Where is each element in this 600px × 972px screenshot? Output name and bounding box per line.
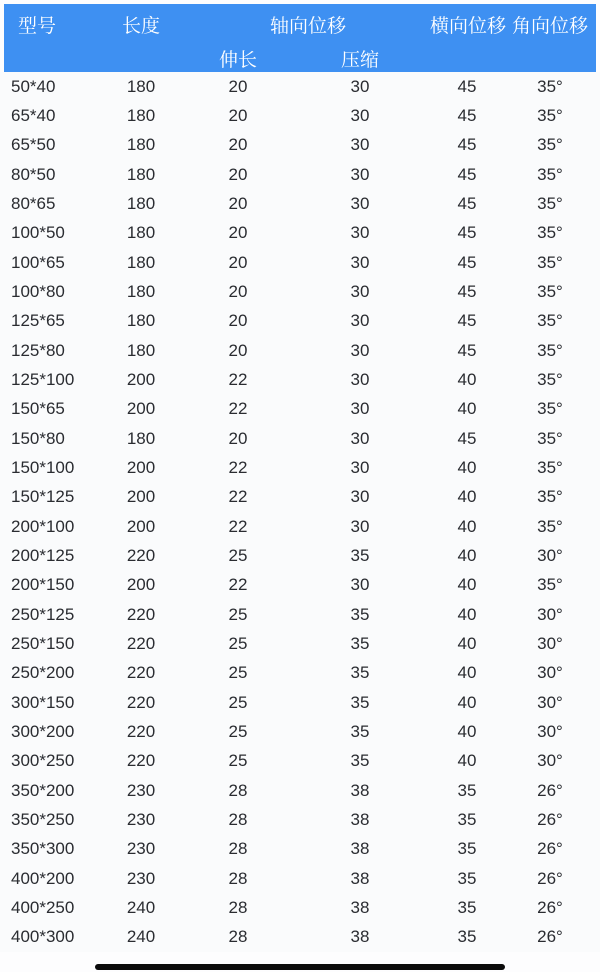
cell-elongation: 28 <box>228 927 248 947</box>
cell-length: 180 <box>126 193 156 213</box>
cell-lateral: 40 <box>457 604 477 624</box>
cell-elongation: 22 <box>228 399 248 419</box>
cell-compression: 30 <box>350 105 370 125</box>
cell-lateral: 35 <box>457 839 477 859</box>
cell-model: 150*65 <box>11 399 65 419</box>
cell-length: 200 <box>126 516 156 536</box>
cell-model: 200*100 <box>11 516 75 536</box>
cell-elongation: 25 <box>228 751 248 771</box>
table-row <box>0 336 600 365</box>
cell-angular: 35° <box>537 369 563 389</box>
table-row <box>0 629 600 658</box>
table-row <box>0 541 600 570</box>
cell-model: 400*200 <box>11 868 75 888</box>
cell-lateral: 45 <box>457 164 477 184</box>
table-row <box>0 189 600 218</box>
cell-lateral: 45 <box>457 340 477 360</box>
cell-length: 220 <box>126 663 156 683</box>
cell-compression: 35 <box>350 545 370 565</box>
cell-compression: 30 <box>350 575 370 595</box>
cell-lateral: 40 <box>457 751 477 771</box>
table-row <box>0 131 600 160</box>
cell-compression: 30 <box>350 164 370 184</box>
cell-length: 200 <box>126 369 156 389</box>
cell-model: 300*150 <box>11 692 75 712</box>
cell-angular: 35° <box>537 311 563 331</box>
cell-model: 50*40 <box>11 76 56 96</box>
cell-angular: 35° <box>537 252 563 272</box>
cell-elongation: 25 <box>228 633 248 653</box>
cell-elongation: 25 <box>228 692 248 712</box>
cell-elongation: 20 <box>228 311 248 331</box>
cell-compression: 30 <box>350 428 370 448</box>
cell-length: 180 <box>126 340 156 360</box>
table-row <box>0 277 600 306</box>
cell-lateral: 35 <box>457 927 477 947</box>
cell-compression: 35 <box>350 751 370 771</box>
cell-compression: 38 <box>350 809 370 829</box>
cell-length: 180 <box>126 428 156 448</box>
cell-length: 220 <box>126 751 156 771</box>
table-row <box>0 923 600 952</box>
cell-model: 65*50 <box>11 135 56 155</box>
table-row <box>0 483 600 512</box>
header-model: 型号 <box>18 15 57 37</box>
header-lateral-displacement: 横向位移 <box>430 15 507 37</box>
table-row <box>0 805 600 834</box>
cell-compression: 30 <box>350 135 370 155</box>
cell-model: 80*65 <box>11 193 56 213</box>
cell-angular: 35° <box>537 340 563 360</box>
cell-angular: 26° <box>537 927 563 947</box>
cell-elongation: 25 <box>228 545 248 565</box>
cell-compression: 35 <box>350 692 370 712</box>
cell-elongation: 20 <box>228 340 248 360</box>
header-angular-displacement: 角向位移 <box>511 15 588 37</box>
cell-model: 200*125 <box>11 545 75 565</box>
table-row <box>0 864 600 893</box>
cell-model: 350*250 <box>11 809 75 829</box>
cell-elongation: 22 <box>228 369 248 389</box>
cell-lateral: 40 <box>457 633 477 653</box>
table-row <box>0 893 600 922</box>
cell-model: 400*300 <box>11 927 75 947</box>
cell-lateral: 40 <box>457 399 477 419</box>
cell-model: 80*50 <box>11 164 56 184</box>
cell-length: 180 <box>126 135 156 155</box>
cell-lateral: 35 <box>457 897 477 917</box>
table-row <box>0 160 600 189</box>
cell-model: 250*200 <box>11 663 75 683</box>
cell-elongation: 22 <box>228 516 248 536</box>
cell-elongation: 20 <box>228 164 248 184</box>
cell-angular: 26° <box>537 809 563 829</box>
cell-compression: 30 <box>350 223 370 243</box>
cell-compression: 30 <box>350 487 370 507</box>
cell-model: 200*150 <box>11 575 75 595</box>
cell-elongation: 25 <box>228 604 248 624</box>
cell-length: 230 <box>126 839 156 859</box>
cell-compression: 38 <box>350 897 370 917</box>
cell-compression: 35 <box>350 663 370 683</box>
cell-length: 230 <box>126 809 156 829</box>
cell-compression: 30 <box>350 369 370 389</box>
cell-compression: 38 <box>350 868 370 888</box>
header-compression: 压缩 <box>340 49 379 71</box>
cell-elongation: 28 <box>228 897 248 917</box>
cell-lateral: 40 <box>457 575 477 595</box>
cell-compression: 30 <box>350 252 370 272</box>
cell-angular: 26° <box>537 868 563 888</box>
table-header-row-main <box>4 4 596 44</box>
cell-angular: 35° <box>537 164 563 184</box>
cell-model: 125*80 <box>11 340 65 360</box>
cell-lateral: 40 <box>457 516 477 536</box>
cell-elongation: 28 <box>228 780 248 800</box>
cell-model: 250*150 <box>11 633 75 653</box>
cell-elongation: 28 <box>228 809 248 829</box>
cell-model: 150*125 <box>11 487 75 507</box>
cell-compression: 30 <box>350 281 370 301</box>
cell-angular: 35° <box>537 223 563 243</box>
cell-elongation: 22 <box>228 575 248 595</box>
cell-model: 400*250 <box>11 897 75 917</box>
cell-lateral: 40 <box>457 487 477 507</box>
cell-elongation: 20 <box>228 135 248 155</box>
cell-compression: 30 <box>350 311 370 331</box>
cell-model: 250*125 <box>11 604 75 624</box>
header-axial-displacement: 轴向位移 <box>269 15 346 37</box>
table-row <box>0 395 600 424</box>
cell-model: 150*100 <box>11 457 75 477</box>
table-row <box>0 453 600 482</box>
cell-lateral: 45 <box>457 135 477 155</box>
cell-length: 220 <box>126 633 156 653</box>
cell-lateral: 45 <box>457 223 477 243</box>
cell-model: 125*65 <box>11 311 65 331</box>
cell-angular: 35° <box>537 193 563 213</box>
cell-elongation: 20 <box>228 76 248 96</box>
cell-angular: 30° <box>537 545 563 565</box>
table-body <box>0 72 600 952</box>
cell-lateral: 45 <box>457 252 477 272</box>
cell-model: 100*50 <box>11 223 65 243</box>
cell-model: 350*200 <box>11 780 75 800</box>
cell-length: 200 <box>126 487 156 507</box>
cell-model: 150*80 <box>11 428 65 448</box>
cell-model: 100*65 <box>11 252 65 272</box>
table-row <box>0 248 600 277</box>
cell-elongation: 22 <box>228 487 248 507</box>
cell-angular: 26° <box>537 839 563 859</box>
table-row <box>0 600 600 629</box>
cell-angular: 26° <box>537 897 563 917</box>
table-row <box>0 835 600 864</box>
cell-length: 180 <box>126 76 156 96</box>
cell-compression: 30 <box>350 457 370 477</box>
header-length: 长度 <box>121 15 160 37</box>
cell-compression: 38 <box>350 780 370 800</box>
table-row <box>0 688 600 717</box>
cell-lateral: 45 <box>457 193 477 213</box>
cell-elongation: 20 <box>228 428 248 448</box>
cell-angular: 35° <box>537 428 563 448</box>
cell-model: 100*80 <box>11 281 65 301</box>
cell-length: 180 <box>126 105 156 125</box>
cell-length: 200 <box>126 457 156 477</box>
table-row <box>0 219 600 248</box>
table-row <box>0 424 600 453</box>
cell-model: 125*100 <box>11 369 75 389</box>
table-row <box>0 365 600 394</box>
cell-lateral: 35 <box>457 809 477 829</box>
cell-angular: 30° <box>537 751 563 771</box>
cell-angular: 30° <box>537 604 563 624</box>
cell-elongation: 20 <box>228 281 248 301</box>
table-row <box>0 512 600 541</box>
cell-length: 230 <box>126 780 156 800</box>
header-elongation: 伸长 <box>218 49 257 71</box>
cell-lateral: 45 <box>457 76 477 96</box>
cell-model: 300*200 <box>11 721 75 741</box>
cell-elongation: 20 <box>228 193 248 213</box>
cell-angular: 35° <box>537 281 563 301</box>
cell-elongation: 20 <box>228 252 248 272</box>
cell-lateral: 45 <box>457 311 477 331</box>
cell-angular: 26° <box>537 780 563 800</box>
cell-angular: 30° <box>537 663 563 683</box>
cell-elongation: 25 <box>228 721 248 741</box>
table-row <box>0 307 600 336</box>
cell-length: 200 <box>126 399 156 419</box>
cell-length: 220 <box>126 692 156 712</box>
cell-angular: 35° <box>537 76 563 96</box>
cell-compression: 38 <box>350 839 370 859</box>
cell-angular: 35° <box>537 575 563 595</box>
cell-length: 220 <box>126 721 156 741</box>
cell-lateral: 40 <box>457 721 477 741</box>
cell-elongation: 25 <box>228 663 248 683</box>
cell-compression: 30 <box>350 516 370 536</box>
table-header <box>4 4 596 72</box>
cell-compression: 30 <box>350 76 370 96</box>
cell-lateral: 45 <box>457 105 477 125</box>
cell-lateral: 40 <box>457 663 477 683</box>
cell-model: 300*250 <box>11 751 75 771</box>
table-row <box>0 776 600 805</box>
cell-compression: 35 <box>350 604 370 624</box>
cell-angular: 30° <box>537 633 563 653</box>
cell-angular: 35° <box>537 399 563 419</box>
cell-length: 180 <box>126 281 156 301</box>
cell-compression: 30 <box>350 340 370 360</box>
table-row <box>0 717 600 746</box>
cell-lateral: 45 <box>457 281 477 301</box>
cell-model: 350*300 <box>11 839 75 859</box>
cell-length: 180 <box>126 311 156 331</box>
home-indicator-bar <box>95 964 505 970</box>
cell-length: 180 <box>126 223 156 243</box>
cell-angular: 35° <box>537 457 563 477</box>
table-row <box>0 571 600 600</box>
cell-elongation: 28 <box>228 839 248 859</box>
cell-elongation: 20 <box>228 223 248 243</box>
cell-length: 180 <box>126 164 156 184</box>
table-row <box>0 747 600 776</box>
cell-angular: 35° <box>537 105 563 125</box>
cell-length: 200 <box>126 575 156 595</box>
cell-compression: 35 <box>350 633 370 653</box>
cell-lateral: 45 <box>457 428 477 448</box>
cell-length: 230 <box>126 868 156 888</box>
cell-lateral: 35 <box>457 868 477 888</box>
cell-elongation: 28 <box>228 868 248 888</box>
cell-angular: 30° <box>537 721 563 741</box>
cell-length: 180 <box>126 252 156 272</box>
cell-length: 240 <box>126 897 156 917</box>
cell-length: 220 <box>126 604 156 624</box>
table-header-row-sub <box>4 44 596 72</box>
cell-length: 220 <box>126 545 156 565</box>
cell-compression: 35 <box>350 721 370 741</box>
cell-compression: 38 <box>350 927 370 947</box>
cell-length: 240 <box>126 927 156 947</box>
cell-angular: 35° <box>537 135 563 155</box>
cell-angular: 30° <box>537 692 563 712</box>
cell-angular: 35° <box>537 487 563 507</box>
cell-elongation: 20 <box>228 105 248 125</box>
table-row <box>0 101 600 130</box>
cell-lateral: 40 <box>457 545 477 565</box>
table-row <box>0 72 600 101</box>
cell-model: 65*40 <box>11 105 56 125</box>
cell-lateral: 40 <box>457 692 477 712</box>
cell-lateral: 35 <box>457 780 477 800</box>
cell-lateral: 40 <box>457 457 477 477</box>
cell-compression: 30 <box>350 399 370 419</box>
cell-compression: 30 <box>350 193 370 213</box>
table-row <box>0 659 600 688</box>
cell-lateral: 40 <box>457 369 477 389</box>
cell-angular: 35° <box>537 516 563 536</box>
cell-elongation: 22 <box>228 457 248 477</box>
